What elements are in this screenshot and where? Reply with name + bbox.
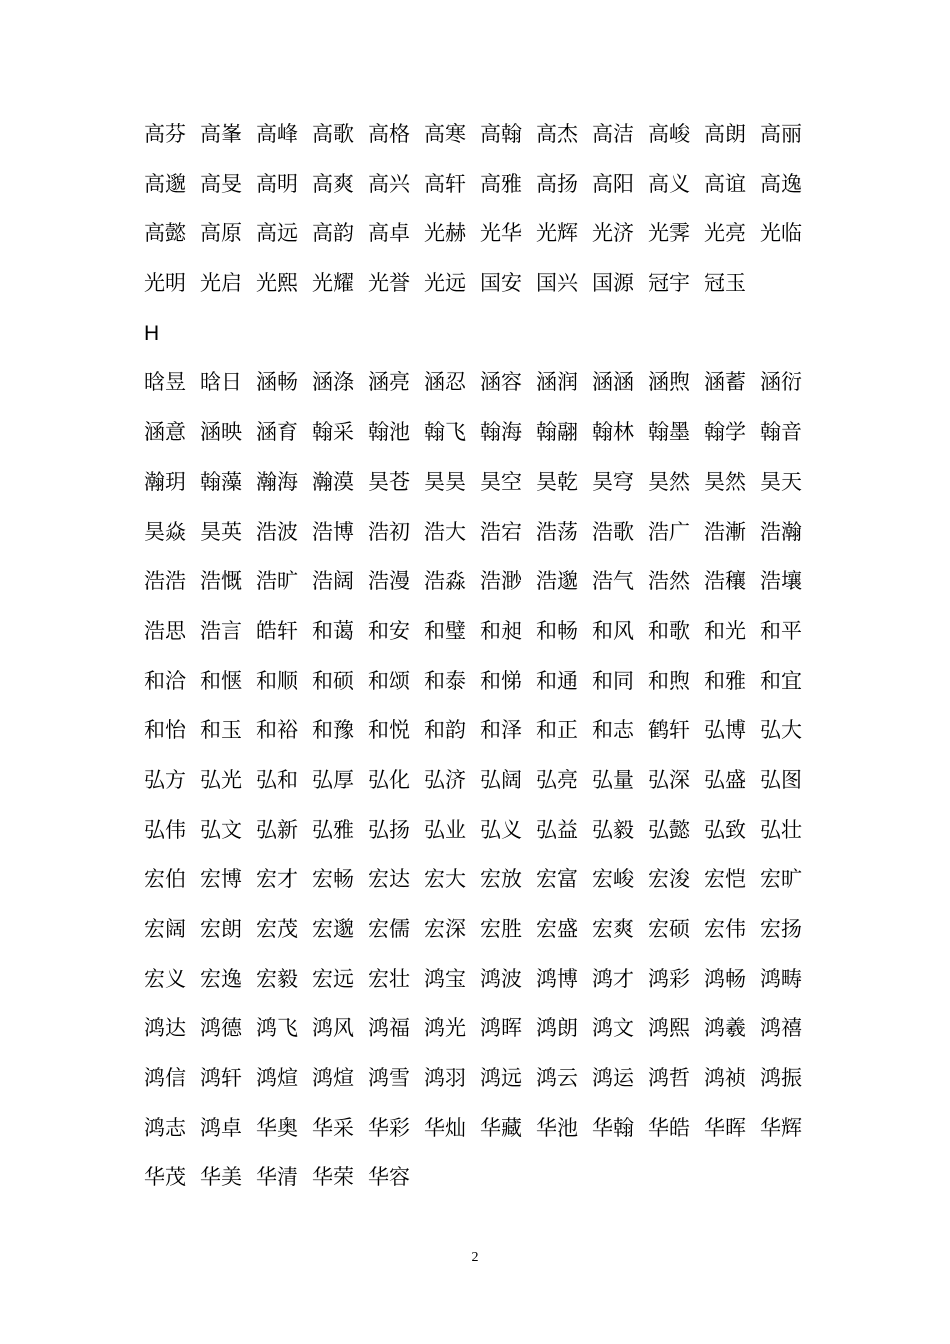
- name-entry: 翰飞: [424, 420, 466, 445]
- name-entry: 宏放: [480, 867, 522, 892]
- name-entry: 高扬: [536, 171, 578, 196]
- name-entry: 浩言: [200, 618, 242, 643]
- name-entry: 翰学: [704, 420, 746, 445]
- name-entry: 高邈: [144, 171, 186, 196]
- name-entry: 翰藻: [200, 469, 242, 494]
- name-entry: 和韵: [424, 718, 466, 743]
- name-entry: 浩歌: [592, 519, 634, 544]
- name-entry: 国源: [592, 271, 634, 296]
- name-entry: 和通: [536, 668, 578, 693]
- name-entry: 国安: [480, 271, 522, 296]
- name-entry: 和惬: [200, 668, 242, 693]
- name-row: [144, 458, 824, 508]
- name-entry: 鸿煊: [256, 1066, 298, 1091]
- name-entry: 弘厚: [312, 767, 354, 792]
- name-entry: 高懿: [144, 221, 186, 246]
- name-entry: 弘懿: [648, 817, 690, 842]
- name-entry: 华辉: [760, 1115, 802, 1140]
- name-entry: 高兴: [368, 171, 410, 196]
- name-row: [144, 259, 824, 309]
- section-letter-heading: [144, 309, 824, 359]
- name-entry: 翰林: [592, 420, 634, 445]
- name-entry: 鸿振: [760, 1066, 802, 1091]
- name-entry: 浩淼: [424, 569, 466, 594]
- name-entry: 鸿风: [312, 1016, 354, 1041]
- name-entry: 浩慨: [200, 569, 242, 594]
- name-entry: 鸿宝: [424, 966, 466, 991]
- name-entry: 高朗: [704, 122, 746, 146]
- name-entry: 鸿畅: [704, 966, 746, 991]
- name-entry: 宏伟: [704, 917, 746, 941]
- name-entry: 涵亮: [368, 370, 410, 395]
- name-entry: 高卓: [368, 221, 410, 246]
- name-entry: 瀚海: [256, 469, 298, 494]
- name-entry: 鸿羲: [704, 1016, 746, 1041]
- name-entry: 宏博: [200, 867, 242, 892]
- name-entry: 高逸: [760, 171, 802, 196]
- name-entry: 昊昊: [424, 469, 466, 494]
- name-row: [144, 955, 824, 1005]
- name-entry: 弘扬: [368, 817, 410, 842]
- name-entry: 冠宇: [648, 271, 690, 296]
- name-entry: 鸿文: [592, 1016, 634, 1041]
- name-row: [144, 209, 824, 259]
- name-entry: 弘壮: [760, 817, 802, 842]
- name-entry: 冠玉: [704, 271, 746, 296]
- name-entry: 宏深: [424, 917, 466, 941]
- name-entry: 宏硕: [648, 917, 690, 941]
- name-entry: 鸿煊: [312, 1066, 354, 1091]
- name-entry: 宏儒: [368, 917, 410, 941]
- name-entry: 浩浩: [144, 569, 186, 594]
- name-entry: 浩瀚: [760, 519, 802, 544]
- name-entry: 和煦: [648, 668, 690, 693]
- name-entry: 弘致: [704, 817, 746, 842]
- name-entry: 鸿祯: [704, 1066, 746, 1091]
- name-entry: 和蔼: [312, 618, 354, 643]
- name-entry: 昊乾: [536, 469, 578, 494]
- name-entry: 宏远: [312, 966, 354, 991]
- name-entry: 华采: [312, 1115, 354, 1140]
- name-entry: 弘盛: [704, 767, 746, 792]
- name-entry: 宏壮: [368, 966, 410, 991]
- name-entry: 华奥: [256, 1115, 298, 1140]
- name-entry: 和悦: [368, 718, 410, 743]
- name-list: [144, 110, 824, 1203]
- name-entry: 宏浚: [648, 867, 690, 892]
- name-entry: 华彩: [368, 1115, 410, 1140]
- name-row: [144, 855, 824, 905]
- name-entry: 光誉: [368, 271, 410, 296]
- name-entry: 国兴: [536, 271, 578, 296]
- name-entry: 涵映: [200, 420, 242, 445]
- name-entry: 鸿雪: [368, 1066, 410, 1091]
- name-entry: 昊然: [648, 469, 690, 494]
- name-entry: 光熙: [256, 271, 298, 296]
- name-entry: 高谊: [704, 171, 746, 196]
- name-entry: 和正: [536, 718, 578, 743]
- name-entry: 弘大: [760, 718, 802, 743]
- name-row: [144, 1153, 824, 1203]
- name-entry: 和豫: [312, 718, 354, 743]
- name-row: [144, 706, 824, 756]
- name-entry: 宏伯: [144, 867, 186, 892]
- name-row: [144, 110, 824, 160]
- name-entry: 鸿达: [144, 1016, 186, 1041]
- name-entry: 浩气: [592, 569, 634, 594]
- name-entry: 鸿信: [144, 1066, 186, 1091]
- name-entry: 高洁: [592, 122, 634, 146]
- name-entry: 和硕: [312, 668, 354, 693]
- name-entry: 弘亮: [536, 767, 578, 792]
- name-entry: 高芬: [144, 122, 186, 146]
- name-row: [144, 657, 824, 707]
- name-entry: 华藏: [480, 1115, 522, 1140]
- name-entry: 鸿运: [592, 1066, 634, 1091]
- name-entry: 弘深: [648, 767, 690, 792]
- name-entry: 高远: [256, 221, 298, 246]
- name-entry: 和志: [592, 718, 634, 743]
- name-entry: 华翰: [592, 1115, 634, 1140]
- name-row: [144, 905, 824, 955]
- name-entry: 涵育: [256, 420, 298, 445]
- name-entry: 瀚漠: [312, 469, 354, 494]
- name-entry: 宏茂: [256, 917, 298, 941]
- name-row: [144, 358, 824, 408]
- name-entry: 和怡: [144, 718, 186, 743]
- name-entry: 昊天: [760, 469, 802, 494]
- name-entry: 和安: [368, 618, 410, 643]
- name-entry: 鸿畴: [760, 966, 802, 991]
- name-entry: 高韵: [312, 221, 354, 246]
- name-entry: 华容: [368, 1165, 410, 1190]
- name-entry: 涵忍: [424, 370, 466, 395]
- name-entry: 高明: [256, 171, 298, 196]
- name-entry: 高义: [648, 171, 690, 196]
- name-entry: 翰采: [312, 420, 354, 445]
- name-row: [144, 557, 824, 607]
- name-entry: 弘毅: [592, 817, 634, 842]
- name-entry: 鸿德: [200, 1016, 242, 1041]
- name-entry: 高阳: [592, 171, 634, 196]
- name-entry: 弘新: [256, 817, 298, 842]
- name-entry: 光明: [144, 271, 186, 296]
- name-entry: 和玉: [200, 718, 242, 743]
- name-row: [144, 1004, 824, 1054]
- name-entry: 弘光: [200, 767, 242, 792]
- name-entry: 和雅: [704, 668, 746, 693]
- name-entry: 浩漸: [704, 519, 746, 544]
- name-entry: 光华: [480, 221, 522, 246]
- name-entry: 宏旷: [760, 867, 802, 892]
- name-entry: 翰海: [480, 420, 522, 445]
- name-row: [144, 1054, 824, 1104]
- name-entry: 宏盛: [536, 917, 578, 941]
- name-row: [144, 806, 824, 856]
- name-entry: 宏富: [536, 867, 578, 892]
- name-entry: 鸿志: [144, 1115, 186, 1140]
- name-entry: 和泰: [424, 668, 466, 693]
- name-entry: 弘济: [424, 767, 466, 792]
- name-entry: 涵涤: [312, 370, 354, 395]
- name-entry: 光济: [592, 221, 634, 246]
- name-entry: 光远: [424, 271, 466, 296]
- name-entry: 涵涵: [592, 370, 634, 395]
- name-entry: 昊穹: [592, 469, 634, 494]
- name-entry: 弘化: [368, 767, 410, 792]
- name-entry: 高丽: [760, 122, 802, 146]
- name-entry: 弘阔: [480, 767, 522, 792]
- name-entry: 鸿羽: [424, 1066, 466, 1091]
- name-entry: 鸿朗: [536, 1016, 578, 1041]
- name-entry: 高峯: [200, 122, 242, 146]
- name-entry: 弘益: [536, 817, 578, 842]
- name-entry: 和平: [760, 618, 802, 643]
- name-entry: 和昶: [480, 618, 522, 643]
- name-entry: 高翰: [480, 122, 522, 146]
- name-entry: 华池: [536, 1115, 578, 1140]
- name-entry: 鸿波: [480, 966, 522, 991]
- name-entry: 宏峻: [592, 867, 634, 892]
- section-letter: H: [144, 321, 160, 345]
- name-entry: 昊焱: [144, 519, 186, 544]
- name-entry: 翰音: [760, 420, 802, 445]
- name-entry: 涵煦: [648, 370, 690, 395]
- name-entry: 鸿卓: [200, 1115, 242, 1140]
- name-entry: 和洽: [144, 668, 186, 693]
- name-entry: 光赫: [424, 221, 466, 246]
- name-entry: 高杰: [536, 122, 578, 146]
- name-entry: 涵衍: [760, 370, 802, 395]
- name-entry: 涵畅: [256, 370, 298, 395]
- name-entry: 高旻: [200, 171, 242, 196]
- name-entry: 和歌: [648, 618, 690, 643]
- name-entry: 高格: [368, 122, 410, 146]
- name-row: [144, 160, 824, 210]
- name-entry: 华荣: [312, 1165, 354, 1190]
- name-entry: 浩博: [312, 519, 354, 544]
- name-entry: 和同: [592, 668, 634, 693]
- name-entry: 宏爽: [592, 917, 634, 941]
- name-entry: 高歌: [312, 122, 354, 146]
- name-entry: 鸿福: [368, 1016, 410, 1041]
- name-entry: 宏毅: [256, 966, 298, 991]
- name-entry: 鸿熙: [648, 1016, 690, 1041]
- name-entry: 和泽: [480, 718, 522, 743]
- name-entry: 昊英: [200, 519, 242, 544]
- name-entry: 宏扬: [760, 917, 802, 941]
- name-entry: 浩荡: [536, 519, 578, 544]
- name-entry: 和裕: [256, 718, 298, 743]
- name-entry: 昊然: [704, 469, 746, 494]
- name-entry: 弘业: [424, 817, 466, 842]
- name-entry: 晗昱: [144, 370, 186, 395]
- name-entry: 弘量: [592, 767, 634, 792]
- name-entry: 华皓: [648, 1115, 690, 1140]
- name-entry: 光亮: [704, 221, 746, 246]
- name-entry: 华晖: [704, 1115, 746, 1140]
- name-entry: 和光: [704, 618, 746, 643]
- name-entry: 宏大: [424, 867, 466, 892]
- name-row: [144, 408, 824, 458]
- name-entry: 和风: [592, 618, 634, 643]
- name-entry: 和畅: [536, 618, 578, 643]
- name-entry: 鸿彩: [648, 966, 690, 991]
- name-entry: 浩阔: [312, 569, 354, 594]
- name-entry: 浩广: [648, 519, 690, 544]
- name-entry: 高轩: [424, 171, 466, 196]
- name-entry: 浩渺: [480, 569, 522, 594]
- name-entry: 弘雅: [312, 817, 354, 842]
- name-entry: 光启: [200, 271, 242, 296]
- name-entry: 昊苍: [368, 469, 410, 494]
- name-entry: 浩波: [256, 519, 298, 544]
- name-entry: 皓轩: [256, 618, 298, 643]
- name-entry: 浩壤: [760, 569, 802, 594]
- name-entry: 宏达: [368, 867, 410, 892]
- name-entry: 翰翮: [536, 420, 578, 445]
- name-entry: 和悌: [480, 668, 522, 693]
- name-entry: 鸿轩: [200, 1066, 242, 1091]
- name-entry: 华灿: [424, 1115, 466, 1140]
- name-entry: 鸿晖: [480, 1016, 522, 1041]
- name-entry: 浩邈: [536, 569, 578, 594]
- name-row: [144, 607, 824, 657]
- name-entry: 涵蓄: [704, 370, 746, 395]
- name-entry: 弘伟: [144, 817, 186, 842]
- name-entry: 鸿博: [536, 966, 578, 991]
- name-entry: 涵润: [536, 370, 578, 395]
- name-entry: 鸿飞: [256, 1016, 298, 1041]
- name-entry: 浩宕: [480, 519, 522, 544]
- name-entry: 鸿远: [480, 1066, 522, 1091]
- name-entry: 光辉: [536, 221, 578, 246]
- name-entry: 光霁: [648, 221, 690, 246]
- name-entry: 高峰: [256, 122, 298, 146]
- name-entry: 光耀: [312, 271, 354, 296]
- name-entry: 浩思: [144, 618, 186, 643]
- name-entry: 宏畅: [312, 867, 354, 892]
- name-entry: 高峻: [648, 122, 690, 146]
- name-entry: 弘方: [144, 767, 186, 792]
- name-row: [144, 508, 824, 558]
- name-row: [144, 756, 824, 806]
- name-entry: 浩穰: [704, 569, 746, 594]
- name-entry: 高寒: [424, 122, 466, 146]
- name-entry: 鹤轩: [648, 718, 690, 743]
- name-entry: 弘义: [480, 817, 522, 842]
- name-entry: 涵意: [144, 420, 186, 445]
- name-row: [144, 1104, 824, 1154]
- name-entry: 晗日: [200, 370, 242, 395]
- name-entry: 华清: [256, 1165, 298, 1190]
- page-number: 2: [471, 1250, 479, 1265]
- name-entry: 鸿哲: [648, 1066, 690, 1091]
- name-entry: 浩旷: [256, 569, 298, 594]
- name-entry: 弘和: [256, 767, 298, 792]
- name-entry: 浩然: [648, 569, 690, 594]
- name-entry: 宏逸: [200, 966, 242, 991]
- name-entry: 鸿光: [424, 1016, 466, 1041]
- name-entry: 宏邈: [312, 917, 354, 941]
- name-entry: 鸿禧: [760, 1016, 802, 1041]
- name-entry: 高爽: [312, 171, 354, 196]
- name-entry: 鸿云: [536, 1066, 578, 1091]
- name-entry: 浩大: [424, 519, 466, 544]
- name-entry: 高雅: [480, 171, 522, 196]
- name-entry: 光临: [760, 221, 802, 246]
- name-entry: 和顺: [256, 668, 298, 693]
- name-entry: 浩初: [368, 519, 410, 544]
- name-entry: 和宜: [760, 668, 802, 693]
- name-entry: 昊空: [480, 469, 522, 494]
- name-entry: 翰墨: [648, 420, 690, 445]
- name-entry: 和璧: [424, 618, 466, 643]
- name-entry: 弘图: [760, 767, 802, 792]
- name-entry: 宏义: [144, 966, 186, 991]
- name-entry: 宏朗: [200, 917, 242, 941]
- name-entry: 宏恺: [704, 867, 746, 892]
- name-entry: 宏阔: [144, 917, 186, 941]
- name-entry: 宏胜: [480, 917, 522, 941]
- name-entry: 华茂: [144, 1165, 186, 1190]
- name-entry: 瀚玥: [144, 469, 186, 494]
- name-entry: 宏才: [256, 867, 298, 892]
- name-entry: 浩漫: [368, 569, 410, 594]
- name-entry: 鸿才: [592, 966, 634, 991]
- name-entry: 翰池: [368, 420, 410, 445]
- name-entry: 高原: [200, 221, 242, 246]
- name-entry: 弘文: [200, 817, 242, 842]
- name-entry: 弘博: [704, 718, 746, 743]
- name-entry: 涵容: [480, 370, 522, 395]
- name-entry: 和颂: [368, 668, 410, 693]
- name-entry: 华美: [200, 1165, 242, 1190]
